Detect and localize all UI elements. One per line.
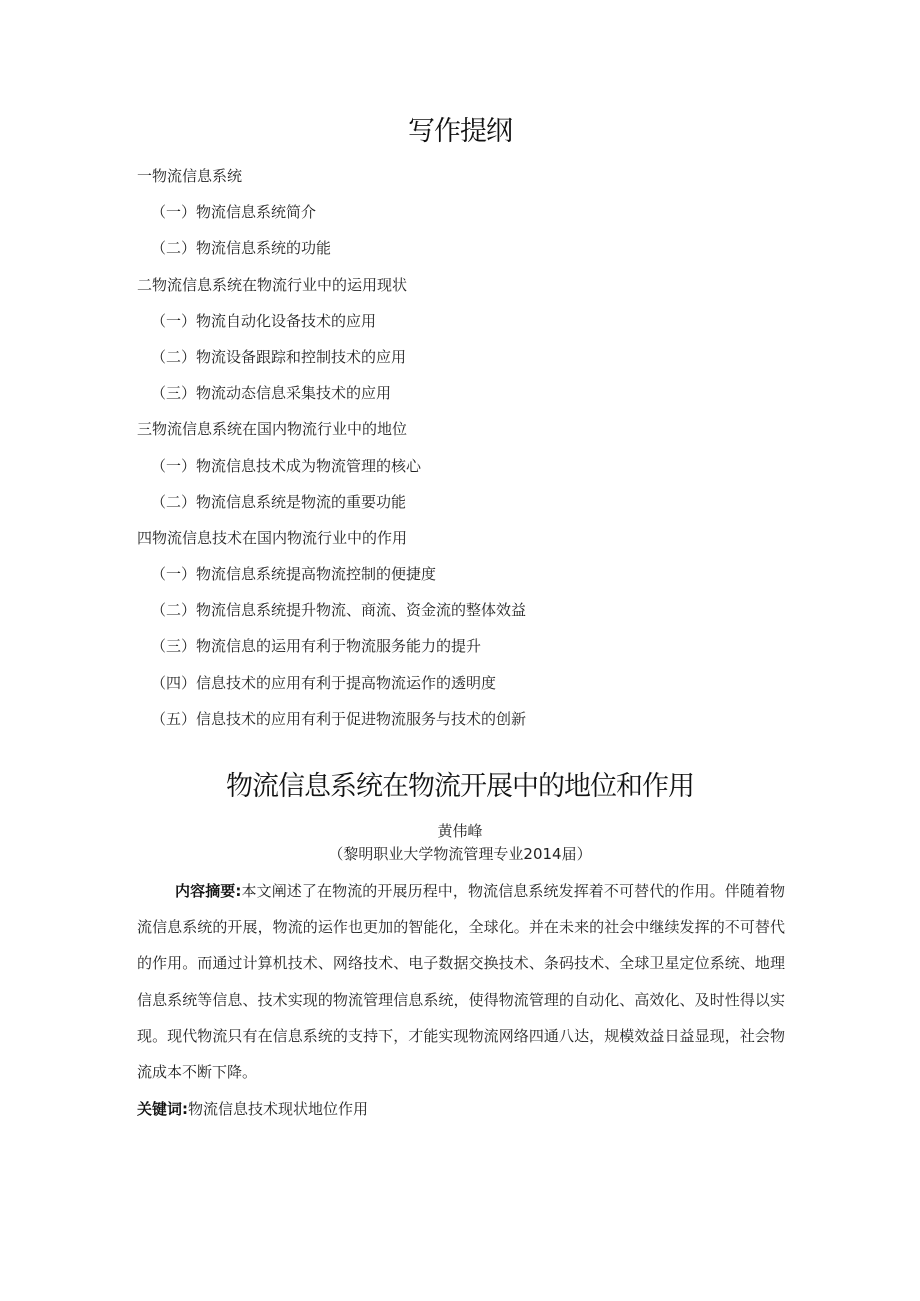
- outline-item: （一）物流信息系统提高物流控制的便捷度: [151, 565, 437, 584]
- abstract-label: 内容摘要:: [175, 882, 242, 900]
- abstract-paragraph: [137, 873, 785, 1090]
- keywords-text: 物流信息技术现状地位作用: [188, 1100, 369, 1118]
- keywords-label: 关键词:: [137, 1100, 188, 1118]
- outline-item: （三）物流动态信息采集技术的应用: [151, 384, 392, 403]
- outline-item: 二物流信息系统在物流行业中的运用现状: [137, 275, 408, 294]
- outline-item: （三）物流信息的运用有利于物流服务能力的提升: [151, 637, 482, 656]
- author-name: 黄伟峰: [437, 822, 483, 840]
- abstract-text: 本文阐述了在物流的开展历程中，物流信息系统发挥着不可替代的作用。伴随着物流信息系统的开展，物流的运作也更加的智能化，全球化。并在未来的社会中继续发挥的不可替代的作用。而通过计算机技术、网络技术、电子数据交换技术、条码技术、全球卫星定位系统、地理信息系统等信息、技术实现的物流管理信息系统，使得物流管理的自动化、高效化、及时性得以实现。现代物流只有在信息系统的支持下，才能实现物流网络四通八达，规模效益日益显现，社会物流成本不断下降。: [137, 882, 785, 1082]
- outline-item: （二）物流信息系统的功能: [151, 239, 332, 258]
- author-affiliation: （黎明职业大学物流管理专业2014届）: [328, 845, 592, 863]
- outline-item: 三物流信息系统在国内物流行业中的地位: [137, 420, 408, 439]
- outline-item: （五）信息技术的应用有利于促进物流服务与技术的创新: [151, 709, 527, 728]
- outline-item: （二）物流信息系统提升物流、商流、资金流的整体效益: [151, 601, 527, 620]
- outline-item: （一）物流信息系统简介: [151, 203, 317, 222]
- keywords-line: [137, 1092, 785, 1126]
- outline-item: （二）物流信息系统是物流的重要功能: [151, 492, 407, 511]
- outline-list: [137, 158, 837, 737]
- outline-item: （二）物流设备跟踪和控制技术的应用: [151, 347, 407, 366]
- outline-item: （一）物流信息技术成为物流管理的核心: [151, 456, 422, 475]
- outline-title: 写作提纲: [408, 116, 512, 147]
- outline-item: （四）信息技术的应用有利于提高物流运作的透明度: [151, 673, 497, 692]
- outline-item: （一）物流自动化设备技术的应用: [151, 311, 377, 330]
- outline-item: 一物流信息系统: [137, 167, 243, 185]
- article-title: 物流信息系统在物流开展中的地位和作用: [226, 771, 694, 802]
- outline-item: 四物流信息技术在国内物流行业中的作用: [137, 528, 408, 547]
